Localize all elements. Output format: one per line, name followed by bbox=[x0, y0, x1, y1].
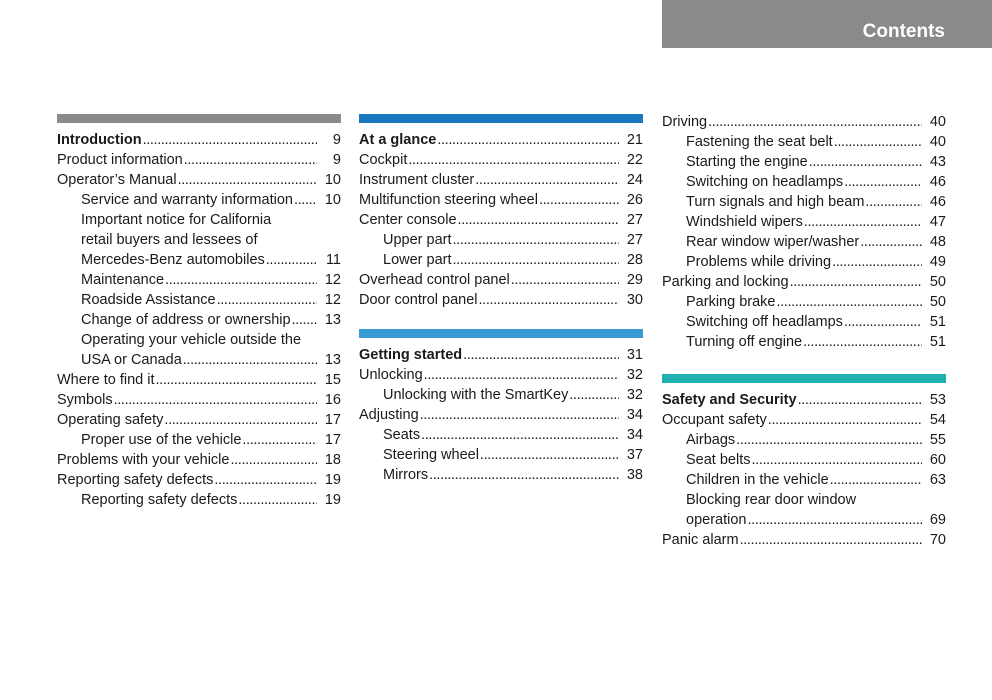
toc-column-1 bbox=[57, 114, 341, 510]
toc-column-2 bbox=[359, 114, 643, 485]
toc-entry-at-a-glance[interactable]: At a glance . . . 21 bbox=[359, 130, 643, 150]
toc-entry-door-control-panel[interactable]: Door control panel . . . 30 bbox=[359, 290, 643, 310]
toc-entry-instrument-cluster[interactable]: Instrument cluster . . . 24 bbox=[359, 170, 643, 190]
contents-header-tab bbox=[662, 0, 992, 48]
toc-entry-safety-and-security[interactable]: Safety and Security . . . 53 bbox=[662, 390, 946, 410]
toc-entry-cockpit[interactable]: Cockpit . . . 22 bbox=[359, 150, 643, 170]
toc-entry-operators-manual[interactable]: Operator’s Manual . . . 10 bbox=[57, 170, 341, 190]
toc-entry-occupant-safety[interactable]: Occupant safety . . . 54 bbox=[662, 410, 946, 430]
toc-entry-adjusting[interactable]: Adjusting . . . 34 bbox=[359, 405, 643, 425]
toc-entry-introduction[interactable]: Introduction . . . 9 bbox=[57, 130, 341, 150]
toc-entry-center-console[interactable]: Center console . . . 27 bbox=[359, 210, 643, 230]
toc-entry-unlocking[interactable]: Unlocking . . . 32 bbox=[359, 365, 643, 385]
toc-entry-product-information[interactable]: Product information . . . 9 bbox=[57, 150, 341, 170]
toc-entry-blocking-rear-door-line1[interactable]: Blocking rear door window bbox=[686, 492, 857, 508]
toc-entry-outside-usa-line1[interactable]: Operating your vehicle outside the bbox=[81, 332, 302, 348]
toc-entry-switching-on-headlamps[interactable]: Switching on headlamps . . . 46 bbox=[662, 172, 946, 192]
toc-entry-parking-and-locking[interactable]: Parking and locking . . . 50 bbox=[662, 272, 946, 292]
toc-entry-symbols[interactable]: Symbols . . . 16 bbox=[57, 390, 341, 410]
toc-entry-blocking-rear-door[interactable]: operation . . . 69 bbox=[662, 510, 946, 530]
introduction-section-bar bbox=[57, 114, 341, 123]
toc-entry-roadside-assistance[interactable]: Roadside Assistance . . . 12 bbox=[57, 290, 341, 310]
toc-entry-reporting-safety-defects[interactable]: Reporting safety defects . . . 19 bbox=[57, 470, 341, 490]
toc-entry-california-notice[interactable]: Mercedes-Benz automobiles . . . 11 bbox=[57, 250, 341, 270]
toc-entry-switching-off-headlamps[interactable]: Switching off headlamps . . . 51 bbox=[662, 312, 946, 332]
toc-entry-operating-safety[interactable]: Operating safety . . . 17 bbox=[57, 410, 341, 430]
toc-entry-maintenance[interactable]: Maintenance . . . 12 bbox=[57, 270, 341, 290]
toc-entry-problems-while-driving[interactable]: Problems while driving . . . 49 bbox=[662, 252, 946, 272]
toc-entry-steering-wheel[interactable]: Steering wheel . . . 37 bbox=[359, 445, 643, 465]
toc-entry-overhead-control-panel[interactable]: Overhead control panel . . . 29 bbox=[359, 270, 643, 290]
toc-entry-starting-engine[interactable]: Starting the engine . . . 43 bbox=[662, 152, 946, 172]
toc-entry-problems-with-vehicle[interactable]: Problems with your vehicle . . . 18 bbox=[57, 450, 341, 470]
toc-entry-change-of-address[interactable]: Change of address or ownership . . . 13 bbox=[57, 310, 341, 330]
toc-entry-parking-brake[interactable]: Parking brake . . . 50 bbox=[662, 292, 946, 312]
toc-entry-airbags[interactable]: Airbags . . . 55 bbox=[662, 430, 946, 450]
toc-column-3 bbox=[662, 112, 946, 550]
toc-entry-driving[interactable]: Driving . . . 40 bbox=[662, 112, 946, 132]
toc-entry-rear-window-wiper[interactable]: Rear window wiper/washer . . . 48 bbox=[662, 232, 946, 252]
toc-entry-unlocking-smartkey[interactable]: Unlocking with the SmartKey . . . 32 bbox=[359, 385, 643, 405]
toc-entry-windshield-wipers[interactable]: Windshield wipers . . . 47 bbox=[662, 212, 946, 232]
toc-entry-mirrors[interactable]: Mirrors . . . 38 bbox=[359, 465, 643, 485]
contents-title: Contents bbox=[862, 21, 945, 42]
toc-entry-lower-part[interactable]: Lower part . . . 28 bbox=[359, 250, 643, 270]
toc-entry-california-notice-line2[interactable]: retail buyers and lessees of bbox=[81, 232, 258, 248]
toc-entry-fastening-seat-belt[interactable]: Fastening the seat belt . . . 40 bbox=[662, 132, 946, 152]
toc-entry-turning-off-engine[interactable]: Turning off engine . . . 51 bbox=[662, 332, 946, 352]
safety-section-bar bbox=[662, 374, 946, 383]
toc-entry-seats[interactable]: Seats . . . 34 bbox=[359, 425, 643, 445]
toc-entry-upper-part[interactable]: Upper part . . . 27 bbox=[359, 230, 643, 250]
toc-entry-getting-started[interactable]: Getting started . . . 31 bbox=[359, 345, 643, 365]
at-a-glance-section-bar bbox=[359, 114, 643, 123]
toc-entry-children-in-vehicle[interactable]: Children in the vehicle . . . 63 bbox=[662, 470, 946, 490]
toc-entry-panic-alarm[interactable]: Panic alarm . . . 70 bbox=[662, 530, 946, 550]
toc-entry-where-to-find-it[interactable]: Where to find it . . . 15 bbox=[57, 370, 341, 390]
toc-entry-multifunction-steering-wheel[interactable]: Multifunction steering wheel . . . 26 bbox=[359, 190, 643, 210]
toc-entry-turn-signals-high-beam[interactable]: Turn signals and high beam . . . 46 bbox=[662, 192, 946, 212]
getting-started-section-bar bbox=[359, 329, 643, 338]
toc-entry-service-warranty[interactable]: Service and warranty information . . . 10 bbox=[57, 190, 341, 210]
toc-entry-reporting-safety-defects-sub[interactable]: Reporting safety defects . . . 19 bbox=[57, 490, 341, 510]
toc-entry-proper-use[interactable]: Proper use of the vehicle . . . 17 bbox=[57, 430, 341, 450]
toc-entry-outside-usa[interactable]: USA or Canada . . . 13 bbox=[57, 350, 341, 370]
toc-entry-seat-belts[interactable]: Seat belts . . . 60 bbox=[662, 450, 946, 470]
toc-entry-california-notice-line1[interactable]: Important notice for California bbox=[81, 212, 272, 228]
